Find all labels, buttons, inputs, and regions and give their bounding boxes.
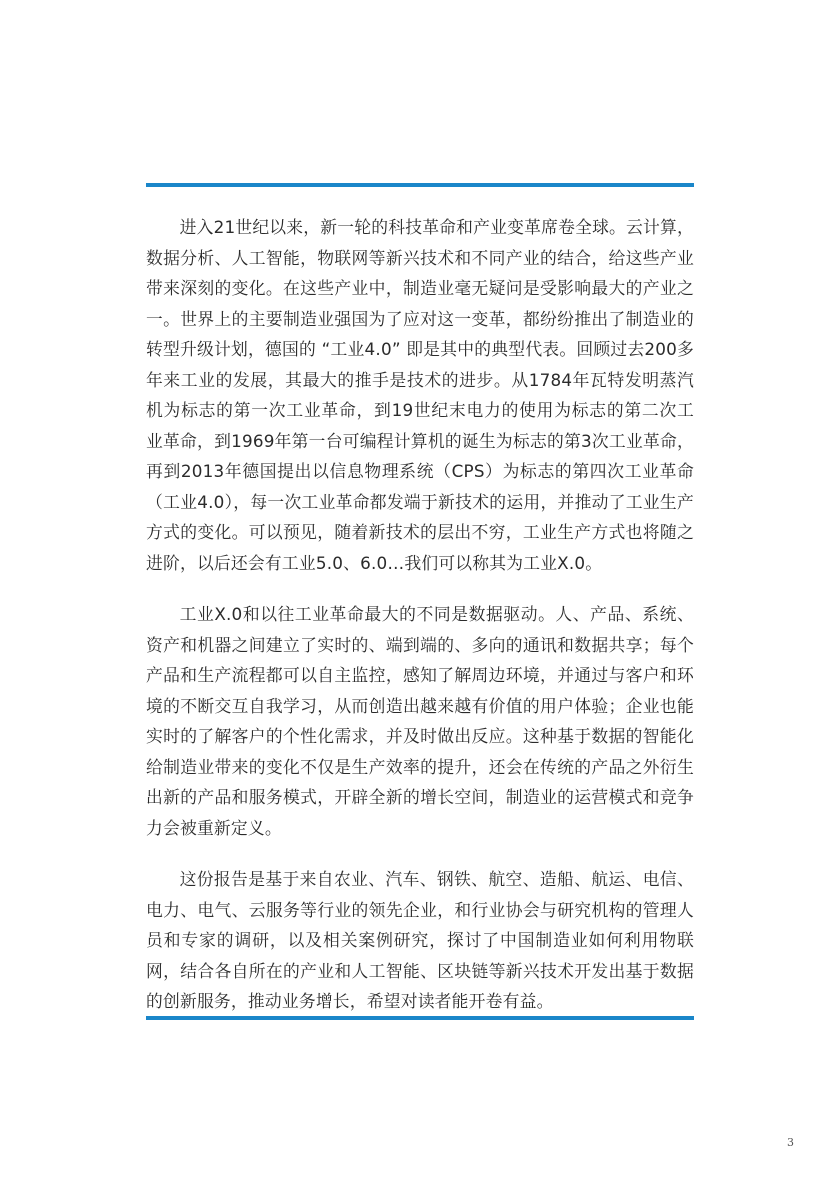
paragraph-data-driven: 工业X.0和以往工业革命最大的不同是数据驱动。人、产品、系统、资产和机器之间建立了实时的、端到端的、多向的通讯和数据共享；每个产品和生产流程都可以自主监控，感知了解周边环境，并通过与客户和环境的不断交互自我学习，从而创造出越来越有价值的用户体验；企业也能实时的了解客户的个性化需求，并及时做出反应。这种基于数据的智能化给制造业带来的变化不仅是生产效率的提升，还会在传统的产品之外衍生出新的产品和服务模式，开辟全新的增长空间，制造业的运营模式和竞争力会被重新定义。 bbox=[146, 604, 694, 838]
paragraph-report-basis: 这份报告是基于来自农业、汽车、钢铁、航空、造船、航运、电信、电力、电气、云服务等行业的领先企业，和行业协会与研究机构的管理人员和专家的调研，以及相关案例研究，探讨了中国制造业如何利用物联网，结合各自所在的产业和人工智能、区块链等新兴技术开发出基于数据的创新服务，推动业务增长，希望对读者能开卷有益。 bbox=[146, 869, 694, 1011]
page-number: 3 bbox=[787, 1136, 794, 1149]
top-divider bbox=[146, 183, 694, 187]
paragraph-intro: 进入21世纪以来，新一轮的科技革命和产业变革席卷全球。云计算，数据分析、人工智能，物联网等新兴技术和不同产业的结合，给这些产业带来深刻的变化。在这些产业中，制造业毫无疑问是受影响最大的产业之一。世界上的主要制造业强国为了应对这一变革，都纷纷推出了制造业的转型升级计划，德国的 “工业4.0” 即是其中的典型代表。回顾过去200多年来工业的发展，其最大的推手是技术的进步。从1784年瓦特发明蒸汽机为标志的第一次工业革命，到19世纪末电力的使用为标志的第二次工业革命，到1969年第一台可编程计算机的诞生为标志的第3次工业革命，再到2013年德国提出以信息物理系统（CPS）为标志的第四次工业革命（工业4.0），每一次工业革命都发端于新技术的运用，并推动了工业生产方式的变化。可以预见，随着新技术的层出不穷，工业生产方式也将随之进阶，以后还会有工业5.0、6.0…我们可以称其为工业X.0。 bbox=[146, 217, 694, 573]
bottom-divider bbox=[146, 1016, 694, 1020]
body-text bbox=[146, 212, 694, 1017]
